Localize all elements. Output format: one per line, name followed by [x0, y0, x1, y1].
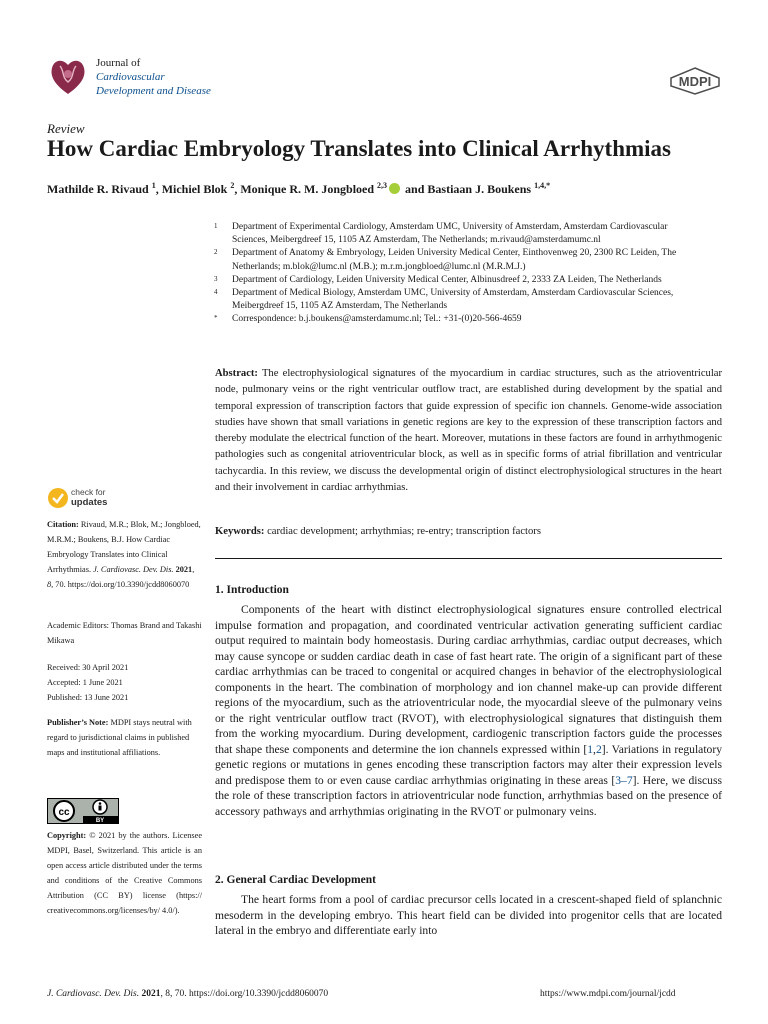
reference-separator: ,	[593, 742, 596, 756]
abstract	[215, 366, 722, 496]
publisher-note	[47, 715, 202, 760]
section-heading-general-development: 2. General Cardiac Development	[215, 874, 376, 886]
keywords-text: cardiac development; arrhythmias; re-entry; transcription factors	[267, 526, 541, 537]
section-divider	[215, 558, 722, 559]
check-updates-label	[71, 487, 107, 508]
affiliation-text: Department of Experimental Cardiology, Amsterdam UMC, University of Amsterdam, Amsterdam Cardiovascular Sciences, Meibergdreef 15, 1105 AZ Amsterdam, The Netherlands; m.rivaud@amsterdamumc.nl	[232, 222, 668, 246]
author-affiliation-ref: 2,3	[377, 181, 388, 190]
check-updates-line1: check for	[71, 487, 106, 497]
author-affiliation-ref: 1,4,*	[534, 181, 551, 190]
author-separator: and	[402, 182, 428, 196]
affiliation-text: Department of Anatomy & Embryology, Leiden University Medical Center, Einthovenweg 20, 2300 RC Leiden, The Netherlands; m.blok@lumc.nl (M.B.); m.r.m.jongbloed@lumc.nl (M.R.M.J.)	[232, 248, 677, 272]
footer-doi[interactable]: , 8, 70. https://doi.org/10.3390/jcdd8060070	[160, 989, 329, 999]
affiliation-item	[214, 247, 684, 273]
journal-name	[96, 56, 211, 98]
abstract-label: Abstract:	[215, 368, 258, 379]
published-date: Published: 13 June 2021	[47, 693, 129, 702]
author-name: Mathilde R. Rivaud	[47, 182, 149, 196]
journal-name-line1: Journal of	[96, 57, 141, 69]
author-name: Michiel Blok	[161, 182, 228, 196]
citation-journal: J. Cardiovasc. Dev. Dis.	[93, 565, 174, 574]
copyright	[47, 828, 202, 918]
journal-logo	[48, 54, 88, 98]
author-list	[47, 181, 550, 197]
keywords-label: Keywords:	[215, 526, 265, 537]
check-for-updates-button[interactable]	[47, 485, 127, 511]
section-heading-introduction: 1. Introduction	[215, 584, 289, 596]
mdpi-logo-text: MDPI	[678, 74, 712, 89]
publication-dates	[47, 660, 202, 705]
general-development-paragraph: The heart forms from a pool of cardiac precursor cells located in a crescent-shaped field of splanchnic mesoderm in the developing embryo. This heart field can be divided into progenitor cells that are located lateral in the embryo and differentiate early into	[215, 893, 722, 937]
keywords	[215, 524, 722, 539]
correspondence-text: Correspondence: b.j.boukens@amsterdamumc.nl; Tel.: +31-(0)20-566-4659	[232, 314, 522, 325]
footer-journal-url[interactable]: https://www.mdpi.com/journal/jcdd	[540, 989, 676, 999]
citation-label: Citation:	[47, 520, 79, 529]
orcid-icon[interactable]	[389, 183, 400, 194]
check-updates-icon	[47, 487, 69, 509]
paragraph-text: ]. Variations in regulatory genetic regions or mutations in genes encoding these transcription factors may alter their expression levels and predispose them to or even cause cardiac arrhythmias originating in these areas [	[215, 742, 722, 787]
publisher-note-text: MDPI stays neutral with regard to jurisdictional claims in published maps and institutional affiliations.	[47, 718, 192, 757]
affiliations	[214, 221, 684, 327]
affiliation-text: Department of Medical Biology, Amsterdam UMC, University of Amsterdam, Amsterdam Cardiovascular Sciences, Meibergdreef 15, 1105 AZ Amsterdam, The Netherlands	[232, 288, 674, 312]
received-date: Received: 30 April 2021	[47, 663, 129, 672]
article-title: How Cardiac Embryology Translates into Clinical Arrhythmias	[47, 136, 671, 161]
affiliation-number: 1	[214, 222, 218, 230]
check-updates-line2: updates	[71, 497, 108, 508]
paragraph-text: Components of the heart with distinct electrophysiological signatures ensure controlled electrical impulse formation and propagation, and coordinated ventricular activation generating sufficient cardiac output required to maintain body homeostasis. During cardiac arrhythmias, cardiac output decreases, which may cause syncope or sudden cardiac death in case of fast heart rate. The origin of a significant part of these cardiac arrhythmias can be traced to congenital or acquired changes in behavior of the electrophysiological components in the heart. The combination of morphology and ion channel make-up can provide different regions of the myocardium, such as the atrioventricular node, the myocardial sleeve of the pulmonary veins or the right ventricular outflow tract (RVOT), with electrophysiological signatures that distinguish them from the working myocardium. During development, cardiogenic transcription factors guide the processes that shape these components and determine the ion channels expressed within [	[215, 603, 722, 756]
cc-label: cc	[58, 807, 70, 818]
affiliation-number: 2	[214, 248, 218, 257]
correspondence	[214, 313, 684, 326]
reference-link[interactable]: 3–7	[615, 773, 633, 787]
author-affiliation-ref: 2	[230, 181, 235, 190]
affiliation-number: 3	[214, 274, 218, 283]
mdpi-logo	[668, 66, 722, 96]
publisher-note-label: Publisher’s Note:	[47, 718, 109, 727]
citation-pages: , 70.	[51, 580, 66, 589]
citation-doi-link[interactable]: https://doi.org/10.3390/jcdd8060070	[67, 580, 190, 589]
affiliation-text: Department of Cardiology, Leiden University Medical Center, Albinusdreef 2, 2333 ZA Leiden, The Netherlands	[232, 274, 662, 285]
footer-citation	[47, 989, 328, 999]
paragraph-text: ]. Here, we discuss the role of these transcription factors in atrioventricular node function, arrhythmias based on the presence of accessory pathways and arrhythmias originating in the RVOT or pulmonary veins.	[215, 773, 722, 818]
copyright-text: © 2021 by the authors. Licensee MDPI, Basel, Switzerland. This article is an open access article distributed under the terms and conditions of the Creative Commons Attribution (CC BY) license (https:// creativecommons.org/licenses/by/ 4.0/).	[47, 831, 203, 915]
journal-name-line3: Development and Disease	[96, 85, 211, 97]
citation-volume: 8	[47, 580, 52, 589]
affiliation-item	[214, 221, 684, 247]
author-name: Bastiaan J. Boukens	[427, 182, 532, 196]
reference-link[interactable]: 2	[595, 742, 602, 756]
academic-editors: Academic Editors: Thomas Brand and Takashi Mikawa	[47, 621, 202, 645]
article-type: Review	[47, 121, 85, 136]
cc-by-license-badge[interactable]	[47, 798, 119, 824]
copyright-label: Copyright:	[47, 831, 87, 840]
footer-year: 2021	[141, 989, 161, 999]
author-separator: ,	[234, 182, 241, 196]
affiliation-number: 4	[214, 288, 218, 297]
author-affiliation-ref: 1	[151, 181, 156, 190]
introduction-paragraph	[215, 602, 722, 819]
footer-journal: J. Cardiovasc. Dev. Dis.	[47, 989, 140, 999]
citation-year: 2021	[175, 565, 193, 574]
journal-name-line2: Cardiovascular	[96, 71, 165, 83]
author-name: Monique R. M. Jongbloed	[240, 182, 375, 196]
affiliation-item	[214, 274, 684, 287]
by-label: BY	[95, 818, 105, 824]
abstract-text: The electrophysiological signatures of the myocardium in cardiac structures, such as the atrioventricular node, pulmonary veins or the right ventricular outflow tract, are established during development by the spatial and temporal expression of transcription factors that guide expression of specific ion channels. Genome-wide association studies have shown that small variations in genetic regions are key to the expression of these transcription factors and thereby modulate the electrical function of the heart. Moreover, mutations in these factors are found in arrhythmogenic pathologies such as congenital atrioventricular block, as well as in specific forms of atrial fibrillation and ventricular tachycardia. In this review, we discuss the developmental origin of distinct electrophysiological structures in the heart and their involvement in cardiac arrhythmias.	[215, 368, 722, 494]
citation-text: Rivaud, M.R.; Blok, M.; Jongbloed, M.R.M.; Boukens, B.J. How Cardiac Embryology Translates into Clinical Arrhythmias.	[47, 520, 201, 574]
affiliation-item	[214, 287, 684, 313]
accepted-date: Accepted: 1 June 2021	[47, 678, 123, 687]
author-separator: ,	[155, 182, 162, 196]
affiliation-number: *	[214, 314, 218, 323]
citation: Citation: Rivaud, M.R.; Blok, M.; Jongbloed, M.R.M.; Boukens, B.J. How Cardiac Embryology Translates into Clinical Arrhythmias. J. Cardiovasc. Dev. Dis. 2021, 8, 70. https://doi.org/10.3390/jcdd8060070	[47, 520, 201, 589]
reference-link[interactable]: 1	[587, 742, 594, 756]
